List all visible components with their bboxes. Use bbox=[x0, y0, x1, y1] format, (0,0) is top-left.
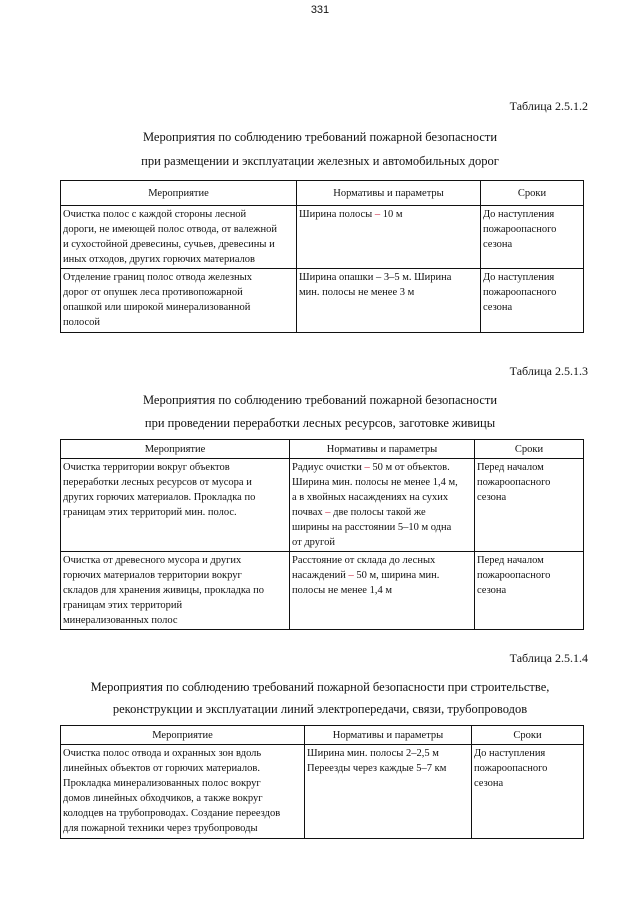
table-header-row bbox=[61, 726, 584, 745]
cell-line bbox=[292, 568, 472, 583]
cell-line: других горючих материалов. Прокладка по bbox=[63, 492, 256, 503]
measure-cell bbox=[61, 269, 297, 333]
text-fragment: 10 м bbox=[380, 209, 403, 220]
cell-line: сезона bbox=[477, 492, 507, 503]
cell-line: колодцев на трубопроводах. Создание переездов bbox=[63, 808, 281, 819]
cell-line: пожароопасного bbox=[483, 287, 557, 298]
params-cell bbox=[297, 206, 481, 269]
cell-line: складов для хранения живицы, прокладка по bbox=[63, 585, 264, 596]
table-title: Мероприятия по соблюдению требований пожарной безопасности bbox=[142, 130, 498, 144]
cell-line: для пожарной техники через трубопроводы bbox=[63, 823, 258, 834]
params-cell bbox=[305, 745, 472, 839]
column-header: Нормативы и параметры bbox=[305, 726, 472, 745]
cell-line: сезона bbox=[483, 239, 513, 250]
cell-line: До наступления bbox=[474, 748, 546, 759]
table-row bbox=[61, 745, 584, 839]
table-title: реконструкции и эксплуатации линий электропередачи, связи, трубопроводов bbox=[112, 702, 528, 716]
terms-cell bbox=[472, 745, 584, 839]
table-title: при проведении переработки лесных ресурсов, заготовке живицы bbox=[144, 416, 496, 430]
terms-cell bbox=[481, 206, 584, 269]
cell-line: полосой bbox=[63, 317, 101, 328]
column-header: Мероприятие bbox=[61, 440, 290, 459]
cell-line: полосы не менее 1,4 м bbox=[292, 585, 392, 596]
cell-line: Перед началом bbox=[477, 462, 544, 473]
terms-cell bbox=[475, 552, 584, 630]
cell-line: Очистка полос с каждой стороны лесной bbox=[63, 209, 247, 220]
table-title: при размещении и эксплуатации железных и автомобильных дорог bbox=[141, 154, 499, 168]
text-fragment: Ширина полосы bbox=[299, 209, 375, 220]
text-fragment: 50 м, ширина мин. bbox=[353, 570, 440, 581]
cell-line bbox=[299, 207, 478, 222]
measure-cell bbox=[61, 552, 290, 630]
table-label: Таблица 2.5.1.3 bbox=[509, 364, 588, 378]
cell-line: минерализованных полос bbox=[63, 615, 178, 626]
cell-line: пожароопасного bbox=[477, 570, 551, 581]
cell-line: пожароопасного bbox=[483, 224, 557, 235]
column-header: Сроки bbox=[472, 726, 584, 745]
cell-line: сезона bbox=[474, 778, 504, 789]
terms-cell bbox=[475, 459, 584, 552]
text-fragment: Радиус очистки bbox=[292, 462, 365, 473]
text-fragment: почвах bbox=[292, 507, 326, 518]
table-label: Таблица 2.5.1.2 bbox=[509, 99, 588, 113]
cell-line: сезона bbox=[483, 302, 513, 313]
cell-line: от другой bbox=[292, 537, 335, 548]
cell-line: Очистка территории вокруг объектов bbox=[63, 462, 230, 473]
measure-cell bbox=[61, 459, 290, 552]
text-fragment: две полосы такой же bbox=[330, 507, 426, 518]
text-fragment: насаждений bbox=[292, 570, 349, 581]
cell-line: пожароопасного bbox=[477, 477, 551, 488]
table-row bbox=[61, 269, 584, 333]
cell-line: переработки лесных ресурсов от мусора и bbox=[63, 477, 252, 488]
cell-line bbox=[292, 460, 472, 475]
cell-line: границам этих территорий bbox=[63, 600, 183, 611]
table-row bbox=[61, 459, 584, 552]
cell-line: линейных объектов от горючих материалов. bbox=[63, 763, 260, 774]
measure-cell bbox=[61, 206, 297, 269]
cell-line: и сухостойной древесины, сучьев, древесины и bbox=[63, 239, 275, 250]
measure-cell bbox=[61, 745, 305, 839]
cell-line: Отделение границ полос отвода железных bbox=[63, 272, 252, 283]
column-header: Мероприятие bbox=[61, 726, 305, 745]
column-header: Сроки bbox=[481, 181, 584, 206]
dash: – bbox=[325, 507, 331, 518]
cell-line: домов линейных обходчиков, а также вокруг bbox=[63, 793, 263, 804]
cell-line: Прокладка минерализованных полос вокруг bbox=[63, 778, 261, 789]
table-label: Таблица 2.5.1.4 bbox=[509, 651, 588, 665]
table-title: Мероприятия по соблюдению требований пожарной безопасности при строительстве, bbox=[90, 680, 550, 694]
cell-line: До наступления bbox=[483, 209, 555, 220]
measures-table bbox=[60, 725, 584, 839]
cell-line: дорог от опушек леса противопожарной bbox=[63, 287, 243, 298]
params-cell bbox=[297, 269, 481, 333]
text-fragment: 50 м от объектов. bbox=[369, 462, 450, 473]
cell-line bbox=[292, 505, 472, 520]
column-header: Нормативы и параметры bbox=[297, 181, 481, 206]
measures-table bbox=[60, 180, 584, 333]
measures-table bbox=[60, 439, 584, 630]
params-cell bbox=[290, 459, 475, 552]
cell-line: Очистка от древесного мусора и других bbox=[63, 555, 242, 566]
cell-line: Ширина мин. полосы 2–2,5 м bbox=[307, 748, 439, 759]
cell-line: Ширина опашки – 3–5 м. Ширина bbox=[299, 272, 452, 283]
column-header: Нормативы и параметры bbox=[290, 440, 475, 459]
cell-line: дороги, не имеющей полос отвода, от валежной bbox=[63, 224, 278, 235]
dash: – bbox=[348, 570, 354, 581]
page-number: 331 bbox=[310, 4, 330, 16]
table-header-row bbox=[61, 440, 584, 459]
dash: – bbox=[364, 462, 370, 473]
cell-line: горючих материалов территории вокруг bbox=[63, 570, 242, 581]
cell-line: границам этих территорий мин. полос. bbox=[63, 507, 237, 518]
table-header-row bbox=[61, 181, 584, 206]
table-row bbox=[61, 552, 584, 630]
column-header: Сроки bbox=[475, 440, 584, 459]
cell-line: Расстояние от склада до лесных bbox=[292, 555, 436, 566]
dash: – bbox=[374, 209, 381, 220]
params-cell bbox=[290, 552, 475, 630]
cell-line: ширины на расстоянии 5–10 м одна bbox=[292, 522, 452, 533]
table-title: Мероприятия по соблюдению требований пожарной безопасности bbox=[142, 393, 498, 407]
cell-line: сезона bbox=[477, 585, 507, 596]
cell-line: а в хвойных насаждениях на сухих bbox=[292, 492, 449, 503]
cell-line: Переезды через каждые 5–7 км bbox=[307, 763, 447, 774]
cell-line: пожароопасного bbox=[474, 763, 548, 774]
cell-line: иных отходов, других горючих материалов bbox=[63, 254, 256, 265]
cell-line: мин. полосы не менее 3 м bbox=[299, 287, 415, 298]
table-row bbox=[61, 206, 584, 269]
column-header: Мероприятие bbox=[61, 181, 297, 206]
cell-line: Очистка полос отвода и охранных зон вдоль bbox=[63, 748, 262, 759]
cell-line: Перед началом bbox=[477, 555, 544, 566]
cell-line: До наступления bbox=[483, 272, 555, 283]
terms-cell bbox=[481, 269, 584, 333]
cell-line: опашкой или широкой минерализованной bbox=[63, 302, 251, 313]
cell-line: Ширина мин. полосы не менее 1,4 м, bbox=[292, 477, 458, 488]
